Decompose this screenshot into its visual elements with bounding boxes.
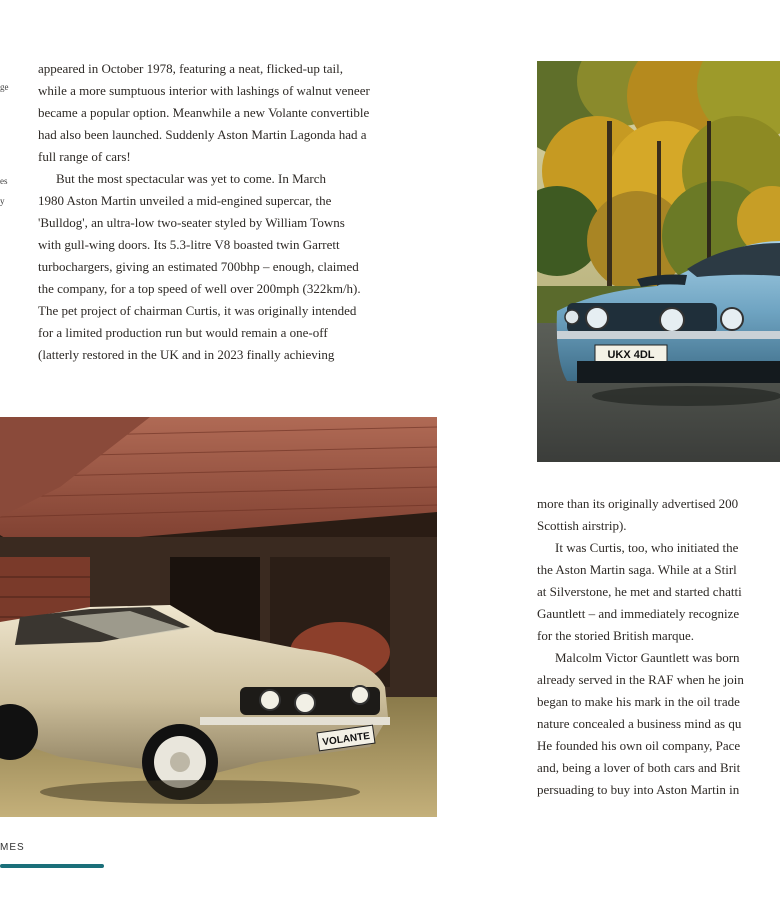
paragraph-line: became a popular option. Meanwhile a new Volante convertible (38, 105, 370, 120)
paragraph-line: It was Curtis, too, who initiated the (555, 540, 739, 555)
margin-fragment: ge (0, 82, 9, 92)
left-body-text (38, 58, 438, 366)
paragraph-line: for the storied British marque. (537, 628, 695, 643)
paragraph-line: Scottish airstrip). (537, 518, 627, 533)
paragraph-line: the company, for a top speed of well over 200mph (322km/h). (38, 281, 361, 296)
paragraph-line: at Silverstone, he met and started chatti (537, 584, 742, 599)
paragraph-line: while a more sumptuous interior with lashings of walnut veneer (38, 83, 370, 98)
paragraph-line: and, being a lover of both cars and Brit (537, 760, 741, 775)
paragraph-line: turbochargers, giving an estimated 700bhp – enough, claimed (38, 259, 359, 274)
paragraph-line: began to make his mark in the oil trade (537, 694, 740, 709)
paragraph-line: for a limited production run but would remain a one-off (38, 325, 328, 340)
paragraph-line: 1980 Aston Martin unveiled a mid-engined supercar, the (38, 193, 332, 208)
paragraph-line: nature concealed a business mind as qu (537, 716, 742, 731)
paragraph-line: persuading to buy into Aston Martin in (537, 782, 740, 797)
license-plate: VOLANTE (321, 730, 371, 749)
paragraph-line: Gauntlett – and immediately recognize (537, 606, 740, 621)
paragraph-line: more than its originally advertised 200 (537, 496, 739, 511)
license-plate: UKX 4DL (607, 349, 655, 361)
paragraph-line: appeared in October 1978, featuring a neat, flicked-up tail, (38, 61, 344, 76)
paragraph-line: The pet project of chairman Curtis, it was originally intended (38, 303, 357, 318)
paragraph-line: He founded his own oil company, Pace (537, 738, 741, 753)
vantage-photo (537, 61, 780, 462)
paragraph-line: the Aston Martin saga. While at a Stirl (537, 562, 737, 577)
right-body-text (537, 493, 780, 801)
running-footer: MES (0, 842, 25, 853)
paragraph-line: with gull-wing doors. Its 5.3-litre V8 boasted twin Garrett (38, 237, 340, 252)
paragraph-line: 'Bulldog', an ultra-low two-seater styled by William Towns (38, 215, 345, 230)
paragraph-line: full range of cars! (38, 149, 131, 164)
footer-accent-rule (0, 864, 104, 868)
paragraph-line: had also been launched. Suddenly Aston Martin Lagonda had a (38, 127, 367, 142)
margin-fragment: y (0, 196, 5, 206)
margin-fragment: es (0, 176, 8, 186)
paragraph-line: Malcolm Victor Gauntlett was born (555, 650, 740, 665)
paragraph-line: (latterly restored in the UK and in 2023 finally achieving (38, 347, 335, 362)
paragraph-line: But the most spectacular was yet to come. In March (56, 171, 327, 186)
paragraph-line: already served in the RAF when he join (537, 672, 744, 687)
volante-photo (0, 417, 437, 817)
